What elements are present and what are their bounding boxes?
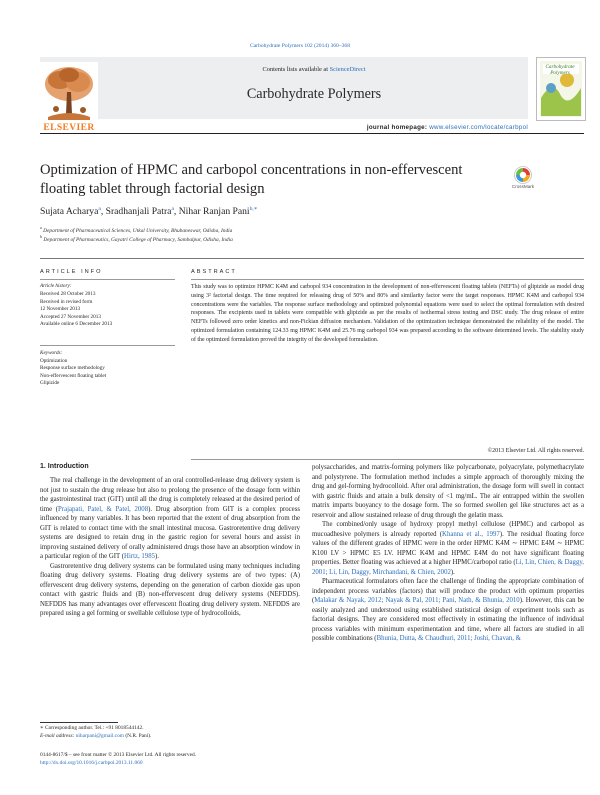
- email-link[interactable]: niharpani@gmail.com: [75, 732, 124, 739]
- keyword: Response surface methodology: [40, 365, 105, 371]
- affiliation-text: Department of Pharmaceutics, Gayatri College of Pharmacy, Sambalpur, Odisha, India: [43, 236, 233, 243]
- body-text: polysaccharides, and matrix-forming polymers like polycarbonate, polyacrylate, polymethacrylate and polystyrene. The formulation method includes a simple approach of thoroughly mixing the drug and gel-forming hydrocolloid. After oral administration, the dosage form will swell in contact with gastric fluids and attain a bulk density of <1 mg/mL. The air entrapped within the swollen matrix imparts buoyancy to the dosage form. The so formed swollen gel like structures act as a reservoir and allow sustained release of drug through the gelatin mass.: [312, 464, 584, 519]
- history-item: Available online 6 December 2013: [40, 321, 113, 327]
- body-paragraph: [312, 577, 584, 644]
- homepage-line: [40, 124, 528, 131]
- author-list: Sujata Acharya$^a$, Sradhanjali Patra$^a$, Nihar Ranjan Pani$^{b,∗}$: [40, 206, 258, 218]
- running-head[interactable]: Carbohydrate Polymers 102 (2014) 360–368: [249, 43, 351, 49]
- crossmark-label: CrossMark: [511, 184, 535, 189]
- author-sup[interactable]: a: [98, 206, 101, 212]
- body-text: ).: [450, 568, 455, 576]
- body-text: ). The residual floating force values of the different grades of HPMC were in the order HPMC K4M ∼ HPMC E4M ∼ HPMC K100 LV > HPMC E5 LV. HPMC K4M and HPMC E4M do not have significant floating properties. Better floating was achieved at a higher HPMC/carbopol ratio (: [312, 530, 584, 566]
- footnote: [40, 725, 300, 740]
- citation-link[interactable]: Li, Lin, Chien, & Daggy, 2001; Li, Lin, Daggy, Mirchandani, & Chien, 2002: [312, 559, 584, 576]
- body-text: The real challenge in the development of an oral controlled-release drug delivery system is not just to sustain the drug release but also to prolong the presence of the dosage form within the gastrointestinal tract (GIT) until all the drug is completely released at the desired period of time (: [40, 477, 300, 513]
- article-info-rule: [40, 279, 175, 280]
- email-line: [40, 733, 300, 741]
- body-text: ). Drug absorption from GIT is a complex process influenced by many variables. It has been reported that the extent of drug absorption from the GIT is related to contact time with the small intestinal mucosa. Gastroretentive drug delivery systems are designed to retain drug in the gastric region for several hours and assist in improving sustained delivery of orally administered drugs those have an absorption window in a particular region of the GIT (: [40, 505, 300, 560]
- email-suffix: (N.R. Pani).: [123, 732, 152, 739]
- body-text: Gastroretentive drug delivery systems can be formulated using many techniques including floating drug delivery systems. Floating drug delivery systems are of two types: (A) effervescent drug delivery systems, depending on the generation of carbon dioxide gas upon contact with gastric fluids and (B) non-effervescent drug delivery systems (NEFDDS). NEFDDS has many advantages over effervescent floating drug delivery system. NEFDDS are prepared using a gel forming or swellable cellulose type of hydrocolloids,: [40, 562, 300, 617]
- body-text: ). However, this can be easily analyzed and understood using established statistical design of experiment tools such as factorial designs. They are considered most effectively in estimating the influence of individual process variables with minimum experimentation and time, where all factors are studied in all possible combinations (: [312, 597, 584, 642]
- citation-link[interactable]: Hirtz, 1985: [124, 553, 156, 560]
- keyword: Glipizide: [40, 380, 60, 386]
- history-item: Accepted 27 November 2013: [40, 313, 101, 320]
- contents-line: [100, 66, 528, 73]
- history-item: 12 November 2013: [40, 306, 81, 312]
- issn-line: 0144-8617/$ – see front matter © 2013 Elsevier Ltd. All rights reserved.: [40, 752, 197, 758]
- abstract-end-rule: [191, 459, 584, 460]
- citation-link[interactable]: Bhunia, Dutta, & Chaudhuri, 2011; Joshi, Chavan, &: [376, 635, 521, 642]
- masthead-rule: [40, 133, 584, 134]
- homepage-link[interactable]: www.elsevier.com/locate/carbpol: [429, 124, 528, 131]
- keyword: Optimization: [40, 357, 68, 364]
- history-heading: Article history:: [40, 283, 72, 289]
- author-name[interactable]: Nihar Ranjan Pani: [178, 206, 250, 218]
- citation-link[interactable]: Prajapati, Patel, & Patel, 2008: [58, 505, 149, 513]
- keyword: Non-effervescent floating tablet: [40, 372, 107, 379]
- body-text: ).: [155, 553, 159, 560]
- homepage-label: journal homepage:: [366, 124, 430, 131]
- front-matter-note: [40, 752, 440, 767]
- abstract-rule: [191, 279, 584, 280]
- author-name[interactable]: Sujata Acharya: [40, 206, 99, 218]
- abstract-heading: ABSTRACT: [191, 269, 237, 275]
- affiliation: [40, 234, 233, 243]
- body-column-left: [40, 476, 300, 619]
- contents-prefix: Contents lists available at: [262, 66, 330, 73]
- publisher-name: ELSEVIER: [43, 123, 95, 133]
- citation-link[interactable]: Khanna et al., 1997: [442, 530, 500, 538]
- affiliation-sup: a: [40, 225, 42, 230]
- sciencedirect-link[interactable]: ScienceDirect: [329, 66, 366, 73]
- body-paragraph: [40, 562, 300, 619]
- keywords-heading: Keywords:: [40, 350, 63, 356]
- footnote-rule: [40, 722, 118, 723]
- author-name[interactable]: Sradhanjali Patra: [105, 206, 172, 218]
- affiliation-text: Department of Pharmaceutical Sciences, Utkal University, Bhubaneswar, Odisha, India: [43, 227, 233, 234]
- doi-link[interactable]: http://dx.doi.org/10.1016/j.carbpol.2013.11.060: [40, 759, 143, 766]
- header-divider: [40, 258, 584, 259]
- keywords-rule: [40, 345, 175, 346]
- corresponding-author-note: ∗ Corresponding author. Tel.: +91 8018544142.: [40, 725, 144, 731]
- body-text: Pharmaceutical formulators often face the challenge of finding the appropriate combination of independent process variables (factors) that will produce the product with optimum properties (: [312, 578, 584, 604]
- affiliation: [40, 225, 232, 234]
- history-item: Received in revised form: [40, 298, 93, 305]
- body-paragraph: [312, 463, 584, 520]
- affiliation-sup: b: [40, 234, 42, 239]
- article-info-heading: ARTICLE INFO: [40, 269, 103, 275]
- elsevier-tree-logo: [40, 62, 98, 124]
- citation-link[interactable]: Malakar & Nayak, 2012; Nayak & Pal, 2011; Pani, Nath, & Bhunia, 2010: [314, 597, 520, 604]
- crossmark-badge[interactable]: [500, 166, 546, 189]
- abstract-text: This study was to optimize HPMC K4M and carbopol 934 concentration in the development of non-effervescent floating tablets (NEFTs) of glipizide as model drug using 3² factorial design. The time required for releasing drug of 50% and 80% and similarity factor were the target responses. HPMC K4M and carbopol 934 concentrations were the variables. The response surface methodology and optimized polynomial equations were used to select the optimal formulation with desired responses. The excipients used in tablets were compatible with glipizide as per the results of isothermal stress testing and DSC study. The drug release of entire NEFTs followed zero order kinetics and non-Fickian diffusion mechanism. Validation of the optimization technique demonstrated the reliability of the model. The optimized formulation containing 124.33 mg HPMC K4M and 25.76 mg carbopol 934 was prepared according to the software determined levels. The stability study of the optimized formulation proved the integrity of the developed formulation.: [191, 284, 584, 343]
- email-label: E-mail address:: [40, 732, 76, 739]
- body-column-right: [312, 463, 584, 644]
- body-paragraph: [312, 520, 584, 577]
- copyright: ©2013 Elsevier Ltd. All rights reserved.: [487, 448, 584, 454]
- section-heading-introduction: 1. Introduction: [40, 463, 89, 470]
- journal-name: Carbohydrate Polymers: [246, 86, 382, 102]
- body-text: The combined/only usage of hydroxy propyl methyl cellulose (HPMC) and carbopol as mucoadhesive polymers is already reported (: [312, 521, 584, 538]
- cover-title: Carbohydrate Polymers: [545, 64, 575, 76]
- author-sup[interactable]: a: [171, 206, 174, 212]
- article-title: Optimization of HPMC and carbopol concentrations in non-effervescent floating tablet through factorial design: [40, 162, 463, 197]
- author-sup[interactable]: b,∗: [249, 206, 258, 212]
- body-paragraph: [40, 476, 300, 562]
- crossmark-icon: [514, 166, 532, 184]
- history-item: Received 28 October 2013: [40, 291, 96, 297]
